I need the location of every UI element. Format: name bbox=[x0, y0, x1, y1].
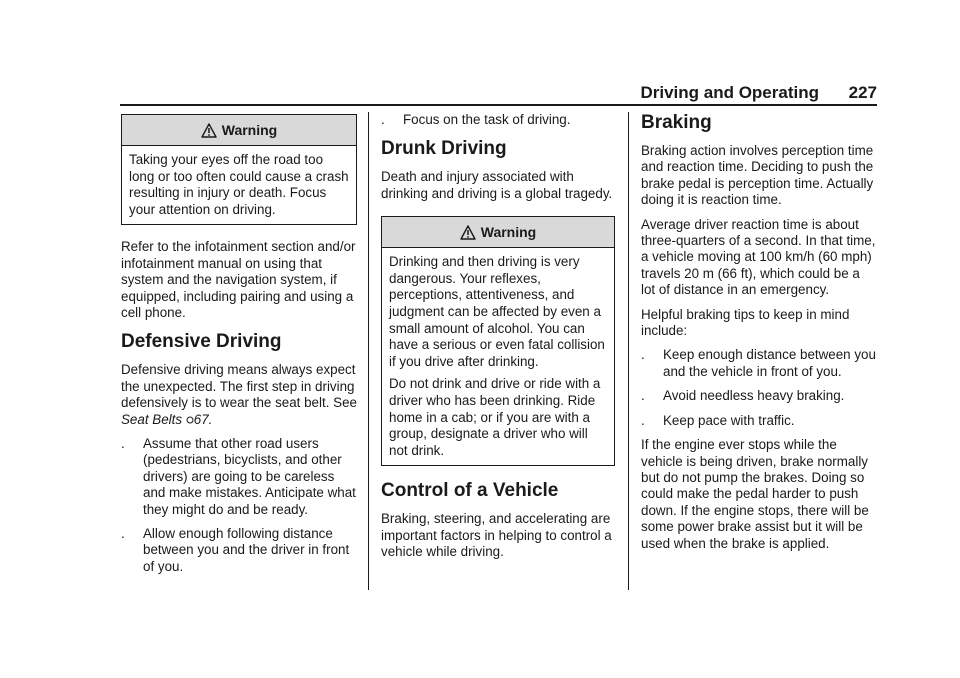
warning-box bbox=[121, 114, 357, 225]
list-item bbox=[641, 388, 877, 404]
list-item-text: Avoid needless heavy braking. bbox=[663, 388, 845, 404]
paragraph: If the engine ever stops while the vehicle is being driven, brake normally but do not pump the brakes. Doing so could make the pedal harder to push down. If the engine stops, there will be some power brake assist but it will be used when the brake is applied. bbox=[641, 437, 869, 551]
column-1 bbox=[121, 112, 357, 583]
list-item-text: Allow enough following distance between you and the driver in front of you. bbox=[143, 526, 350, 574]
column-3 bbox=[641, 112, 877, 560]
section-heading: Control of a Vehicle bbox=[381, 480, 559, 502]
warning-triangle-icon bbox=[201, 123, 217, 138]
warning-body bbox=[122, 146, 356, 224]
list-item-text: Keep pace with traffic. bbox=[663, 412, 795, 428]
warning-title: Warning bbox=[480, 224, 537, 241]
list-item-text: Keep enough distance between you and the vehicle in front of you. bbox=[663, 347, 876, 379]
warning-title: Warning bbox=[221, 121, 278, 138]
page-header bbox=[120, 80, 877, 106]
page-reference-icon bbox=[186, 415, 194, 425]
bullet-icon: . bbox=[641, 347, 645, 363]
cross-reference-page[interactable]: 67. bbox=[193, 411, 213, 427]
paragraph: Helpful braking tips to keep in mind include: bbox=[641, 306, 850, 339]
column-2 bbox=[381, 112, 615, 569]
list-item bbox=[641, 347, 877, 380]
paragraph: Average driver reaction time is about three-quarters of a second. In that time, a vehicle moving at 100 km/h (60 mph) travels 20 m (66 ft), which could be a lot of distance in an emergency. bbox=[641, 216, 876, 298]
bullet-icon: . bbox=[121, 526, 125, 542]
warning-text: Taking your eyes off the road too long or too often could cause a crash resulting in injury or death. Focus your attention on driving. bbox=[129, 152, 349, 217]
bullet-icon: . bbox=[381, 112, 385, 127]
paragraph: Braking, steering, and accelerating are important factors in helping to control a vehicle while driving. bbox=[381, 511, 612, 560]
warning-text: Drinking and then driving is very dangerous. Your reflexes, perceptions, attentiveness, and judgment can be affected by even a small amount of alcohol. You can have a serious or even fatal collision if you drive after drinking. bbox=[389, 254, 605, 369]
paragraph bbox=[121, 362, 357, 428]
paragraph: Braking action involves perception time and reaction time. Deciding to push the brake pedal is perception time. Actually doing it is reaction time. bbox=[641, 143, 874, 208]
warning-box bbox=[381, 216, 615, 466]
section-title: Driving and Operating bbox=[640, 83, 819, 102]
list-item bbox=[121, 436, 357, 518]
list-item-text: Focus on the task of driving. bbox=[403, 112, 571, 127]
warning-triangle-icon bbox=[460, 225, 476, 240]
warning-body bbox=[382, 248, 614, 465]
warning-text: Do not drink and drive or ride with a driver who has been drinking. Ride home in a cab; or if you are with a group, designate a driver who will not drink. bbox=[389, 376, 601, 458]
cross-reference-link[interactable]: Seat Belts bbox=[121, 411, 183, 427]
warning-header bbox=[122, 115, 356, 146]
bullet-icon: . bbox=[641, 388, 645, 404]
paragraph: Death and injury associated with drinking and driving is a global tragedy. bbox=[381, 169, 613, 201]
list-item bbox=[381, 112, 615, 128]
section-heading: Braking bbox=[641, 112, 712, 133]
paragraph: Refer to the infotainment section and/or infotainment manual on using that system and the navigation system, if equipped, including pairing and using a cell phone. bbox=[121, 239, 356, 320]
warning-header bbox=[382, 217, 614, 248]
section-heading: Drunk Driving bbox=[381, 138, 507, 160]
column-divider-1 bbox=[368, 112, 369, 590]
bullet-icon: . bbox=[641, 412, 645, 428]
column-divider-2 bbox=[628, 112, 629, 590]
paragraph-text: Defensive driving means always expect the unexpected. The first step in driving defensively is to wear the seat belt. See bbox=[121, 362, 357, 411]
page-number: 227 bbox=[848, 83, 877, 102]
list-item bbox=[121, 526, 357, 575]
list-item-text: Assume that other road users (pedestrians, bicyclists, and other drivers) are going to be careless and make mistakes. Anticipate what they might do and be ready. bbox=[143, 436, 356, 517]
bullet-icon: . bbox=[121, 436, 125, 452]
section-heading: Defensive Driving bbox=[121, 331, 282, 353]
list-item bbox=[641, 413, 877, 429]
